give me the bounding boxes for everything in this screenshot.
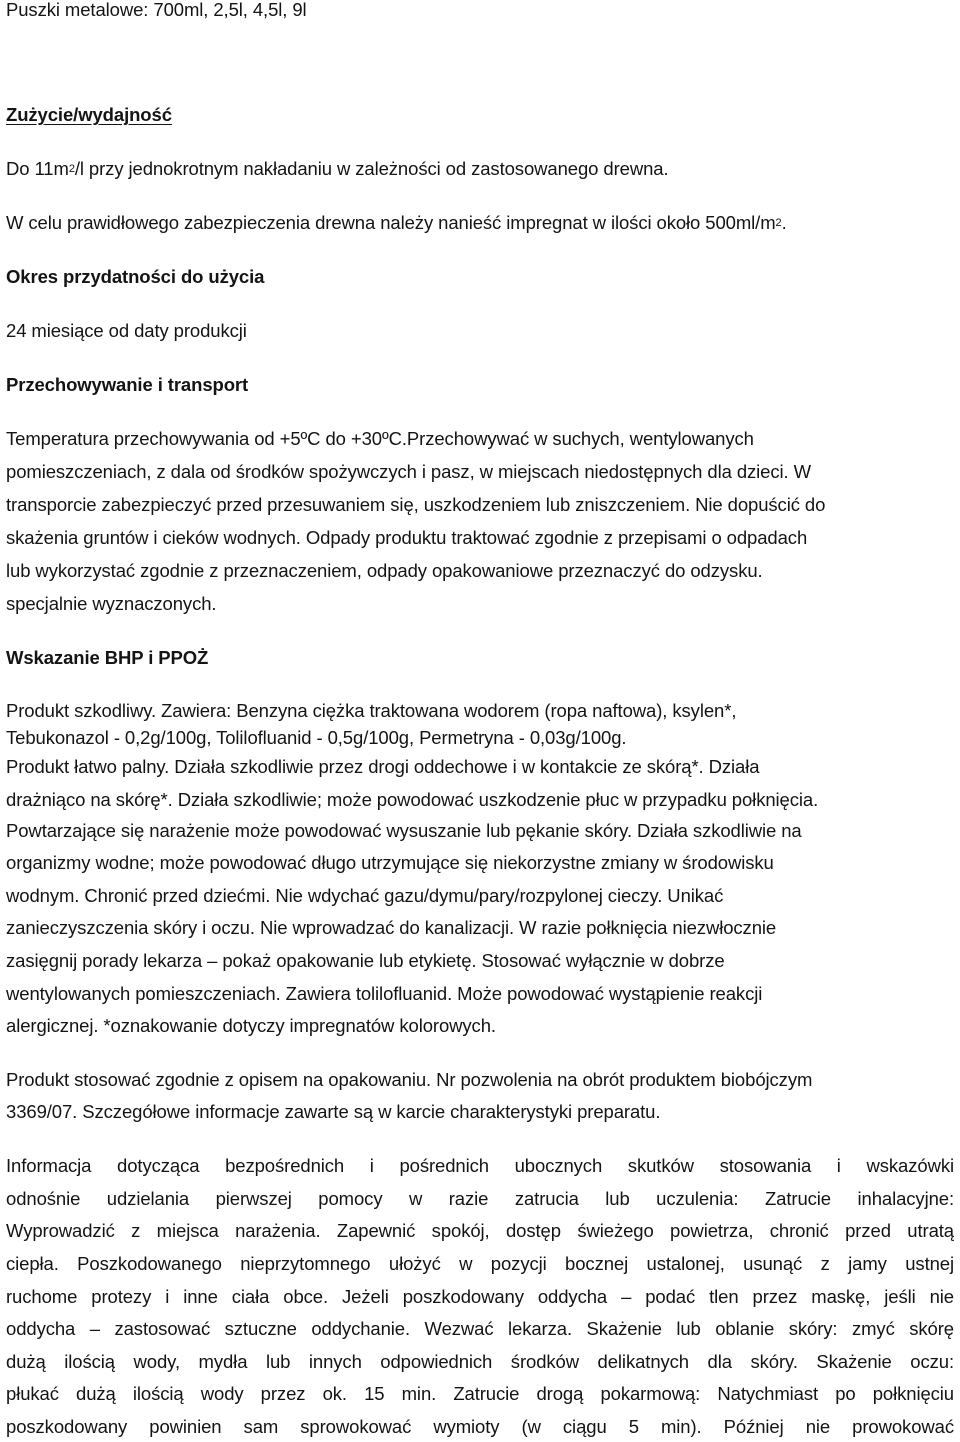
safety-line: Produkt szkodliwy. Zawiera: Benzyna ciężka traktowana wodorem (ropa naftowa), ksylen*,: [6, 700, 737, 721]
first-aid-line: oddycha – zastosować sztuczne oddychanie. Wezwać lekarza. Skażenie lub oblanie skóry: zmyć skórę: [6, 1318, 954, 1339]
consumption-line-2-a: W celu prawidłowego zabezpieczenia drewna należy nanieść impregnat w ilości około 500ml/m: [6, 212, 776, 233]
safety-line: drażniąco na skórę*. Działa szkodliwie; może powodować uszkodzenie płuc w przypadku połknięcia.: [6, 789, 819, 810]
first-aid-line: poszkodowany powinien sam sprowokować wymioty (w ciągu 5 min). Później nie prowokować: [6, 1416, 954, 1437]
first-aid-line: Informacja dotycząca bezpośrednich i pośrednich ubocznych skutków stosowania i wskazówki: [6, 1155, 954, 1176]
consumption-line-1-sup: 2: [68, 163, 75, 175]
safety-line: alergicznej. *oznakowanie dotyczy impregnatów kolorowych.: [6, 1015, 496, 1036]
safety-line: wentylowanych pomieszczeniach. Zawiera tolilofluanid. Może powodować wystąpienie reakcji: [6, 983, 763, 1004]
usage-line: Produkt stosować zgodnie z opisem na opakowaniu. Nr pozwolenia na obrót produktem biobójczym: [6, 1069, 813, 1090]
packaging-text: Puszki metalowe: 700ml, 2,5l, 4,5l, 9l: [6, 0, 307, 20]
safety-line: Powtarzające się narażenie może powodować wysuszanie lub pękanie skóry. Działa szkodliwie na: [6, 820, 802, 841]
first-aid-line: odnośnie udzielania pierwszej pomocy w razie zatrucia lub uczulenia: Zatrucie inhalacyjne:: [6, 1188, 954, 1209]
first-aid-line: ruchome protezy i inne ciała obce. Jeżeli poszkodowany oddycha – podać tlen przez maskę, jeśli nie: [6, 1286, 954, 1307]
safety-line: zasięgnij porady lekarza – pokaż opakowanie lub etykietę. Stosować wyłącznie w dobrze: [6, 950, 725, 971]
first-aid-line: dużą ilością wody, mydła lub innych odpowiednich środków delikatnych dla skóry. Skażenie oczu:: [6, 1351, 954, 1372]
safety-line: Produkt łatwo palny. Działa szkodliwie przez drogi oddechowe i w kontakcie ze skórą*. Działa: [6, 756, 760, 777]
safety-line: organizmy wodne; może powodować długo utrzymujące się niekorzystne zmiany w środowisku: [6, 852, 774, 873]
usage-line: 3369/07. Szczegółowe informacje zawarte są w karcie charakterystyki preparatu.: [6, 1101, 661, 1122]
storage-heading: Przechowywanie i transport: [6, 374, 249, 395]
consumption-heading: Zużycie/wydajność: [6, 104, 172, 125]
consumption-line-2-b: .: [781, 212, 787, 233]
shelf-life-text: 24 miesiące od daty produkcji: [6, 320, 247, 341]
consumption-line-1-b: /l przy jednokrotnym nakładaniu w zależności od zastosowanego drewna.: [74, 158, 669, 179]
first-aid-line: Wyprowadzić z miejsca narażenia. Zapewnić spokój, dostęp świeżego powietrza, chronić przed utratą: [6, 1220, 954, 1241]
consumption-line-2: [6, 212, 787, 237]
first-aid-line: ciepła. Poszkodowanego nieprzytomnego ułożyć w pozycji bocznej ustalonej, usunąć z jamy ustnej: [6, 1253, 954, 1274]
first-aid-line: płukać dużą ilością wody przez ok. 15 min. Zatrucie drogą pokarmową: Natychmiast po połknięciu: [6, 1383, 954, 1404]
consumption-line-1-a: Do 11m: [6, 158, 69, 179]
consumption-line-1: [6, 158, 669, 183]
shelf-life-heading: Okres przydatności do użycia: [6, 266, 265, 287]
storage-line: lub wykorzystać zgodnie z przeznaczeniem, odpady opakowaniowe przeznaczyć do odzysku.: [6, 560, 763, 581]
storage-line: specjalnie wyznaczonych.: [6, 593, 217, 614]
safety-line: wodnym. Chronić przed dziećmi. Nie wdychać gazu/dymu/pary/rozpylonej cieczy. Unikać: [6, 885, 724, 906]
storage-line: skażenia gruntów i cieków wodnych. Odpady produktu traktować zgodnie z przepisami o odpadach: [6, 527, 808, 548]
storage-line: pomieszczeniach, z dala od środków spożywczych i pasz, w miejscach niedostępnych dla dzieci. W: [6, 461, 811, 482]
safety-line: Tebukonazol - 0,2g/100g, Tolilofluanid - 0,5g/100g, Permetryna - 0,03g/100g.: [6, 727, 627, 748]
safety-line: zanieczyszczenia skóry i oczu. Nie wprowadzać do kanalizacji. W razie połknięcia niezwłocznie: [6, 917, 777, 938]
safety-heading: Wskazanie BHP i PPOŻ: [6, 647, 209, 668]
storage-line: transporcie zabezpieczyć przed przesuwaniem się, uszkodzeniem lub zniszczeniem. Nie dopuścić do: [6, 494, 826, 515]
storage-line: Temperatura przechowywania od +5ºC do +30ºC.Przechowywać w suchych, wentylowanych: [6, 428, 754, 449]
consumption-line-2-sup: 2: [775, 217, 782, 229]
